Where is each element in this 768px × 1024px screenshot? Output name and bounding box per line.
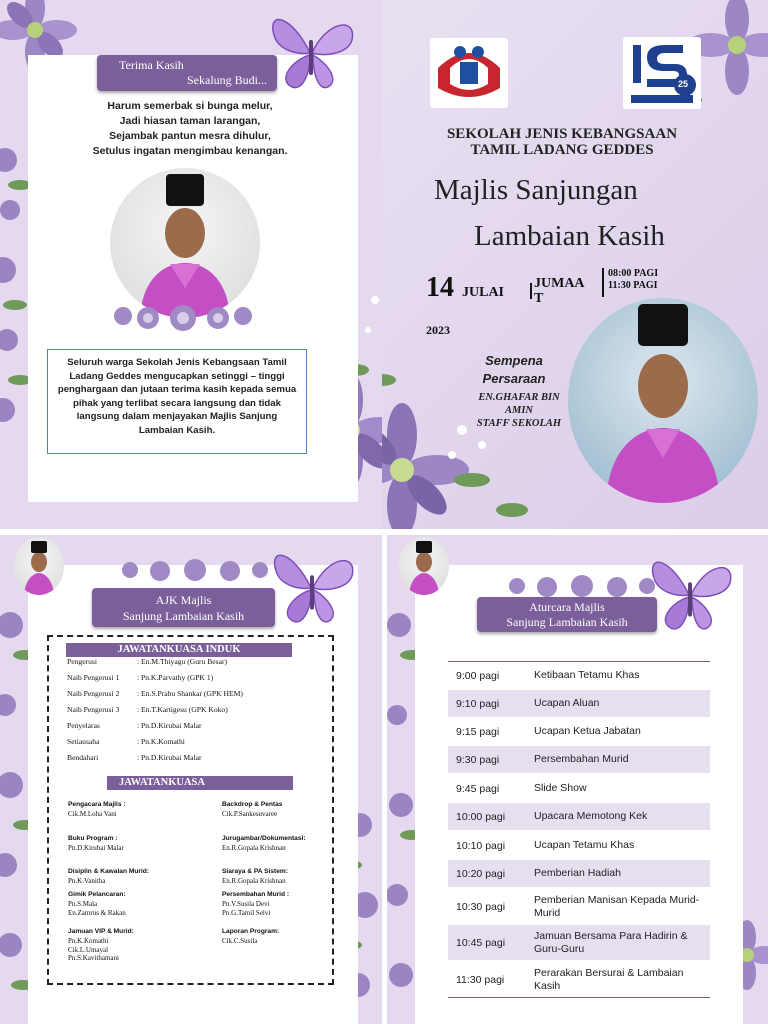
committee-member: : Pn.D.Kirubai Malar — [137, 753, 202, 762]
agenda-time: 9:15 pagi — [456, 725, 500, 738]
logo-number: 25 — [678, 79, 689, 89]
committee-role: Pengerusi — [67, 657, 97, 666]
subcommittee-label: Pengacara Majlis : — [68, 801, 126, 808]
event-title-line-1: Majlis Sanjungan — [434, 174, 638, 206]
occasion-line-2: Persaraan — [482, 371, 546, 386]
agenda-heading — [477, 597, 657, 632]
committee-heading — [92, 588, 275, 627]
butterfly-icon — [264, 540, 362, 635]
committee-role: Penyelaras — [67, 721, 100, 730]
subcommittee-member: En.R.Gopala Krishnan — [222, 844, 286, 852]
pantun-poem — [60, 99, 320, 159]
date-year: 2023 — [426, 323, 450, 337]
honoree-line-3: STAFF SEKOLAH — [476, 418, 562, 429]
agenda-time: 9:45 pagi — [456, 782, 500, 795]
heading-line-1: Aturcara Majlis — [529, 600, 605, 614]
induk-title: JAWATANKUASA INDUK — [66, 643, 292, 657]
agenda-row — [448, 803, 710, 830]
time-divider — [602, 268, 604, 297]
subcommittee-label: Jurugambar/Dokumentasi: — [222, 835, 306, 842]
agenda-activity: Slide Show — [534, 782, 587, 794]
agenda-row — [448, 690, 710, 717]
heading-line-1: Terima Kasih — [119, 58, 184, 72]
school-name — [422, 126, 702, 158]
school-name-line-1: SEKOLAH JENIS KEBANGSAAN — [446, 126, 678, 142]
subcommittee-label: Siaraya & PA Sistem: — [222, 868, 288, 875]
agenda-activity: Ucapan Tetamu Khas — [534, 839, 635, 851]
committee-member: : En.M.Thiyagu (Guru Besar) — [137, 657, 228, 666]
person-portrait-icon — [14, 537, 64, 595]
subcommittee-member: Pn.V.Susila Devi — [222, 900, 270, 908]
agenda-row — [448, 746, 710, 773]
flower-wreath-icon — [103, 296, 263, 336]
subcommittee-member: Pn.K.Komathi — [68, 937, 109, 945]
committee-panel — [0, 535, 382, 1024]
event-cover-panel — [382, 0, 768, 529]
person-portrait-icon — [568, 298, 758, 503]
thanks-message: Seluruh warga Sekolah Jenis Kebangsaan Tamil Ladang Geddes mengucapkan setinggi – tinggi penghargaan dan jutaan terima kasih kepada semua pihak yang terlibat secara langsung dan tidak langsung dalam menjayakan Majlis Sanjung Lambaian Kasih. — [57, 357, 297, 436]
subcommittee-label: Backdrop & Pentas — [222, 801, 283, 808]
subcommittee-member: Pn.D.Kirubai Malar — [68, 844, 124, 852]
pantun-line: Jadi hiasan taman larangan, — [119, 115, 261, 127]
agenda-time: 11:30 pagi — [456, 973, 505, 986]
thank-you-panel — [0, 0, 382, 529]
agenda-activity: Ucapan Aluan — [534, 697, 600, 709]
committee-role: Setiausaha — [67, 737, 100, 746]
committee-role: Bendahari — [67, 753, 99, 762]
subcommittee-member: Pn.S.Mala — [68, 900, 98, 908]
subcommittee-member: Pn.S.Kavithamani — [68, 954, 119, 962]
agenda-row — [448, 860, 710, 887]
pantun-line: Sejambak pantun mesra dihulur, — [109, 130, 271, 142]
agenda-activity: Jamuan Bersama Para Hadirin & Guru-Guru — [534, 929, 688, 955]
event-title-line-2: Lambaian Kasih — [474, 220, 665, 252]
honoree-portrait-large — [568, 298, 758, 503]
agenda-activity: Pemberian Manisan Kepada Murid-Murid — [534, 893, 700, 919]
date-divider — [530, 283, 532, 299]
heading-line-2: Sanjung Lambaian Kasih — [506, 615, 628, 629]
thank-you-heading — [97, 55, 277, 91]
program-logo-icon — [623, 37, 701, 109]
subcommittee-label: Laporan Program: — [222, 928, 280, 935]
agenda-activity: Perarakan Bersurai & Lambaian Kasih — [534, 966, 684, 992]
honoree-thumbnail — [399, 537, 449, 595]
agenda-row — [448, 661, 710, 689]
agenda-activity: Ucapan Ketua Jabatan — [534, 725, 641, 737]
school-name-line-2: TAMIL LADANG GEDDES — [470, 142, 654, 158]
pantun-line: Setulus ingatan mengimbau kenangan. — [92, 145, 288, 157]
event-time — [608, 268, 658, 292]
ministry-logo — [623, 37, 701, 109]
heading-line-2: Sekalung Budi... — [187, 73, 267, 87]
subcommittee-label: Jamuan VIP & Murid: — [68, 928, 134, 935]
committee-member: : En.T.Kartigesu (GPK Koko) — [137, 705, 228, 714]
agenda-time: 10:20 pagi — [456, 867, 506, 880]
subcommittee-member: En.Zamrus & Rakan — [68, 908, 126, 917]
honoree-line-1: EN.GHAFAR BIN — [478, 392, 560, 403]
thanks-message-box — [47, 349, 307, 454]
school-crest-icon — [430, 38, 508, 108]
agenda-time: 10:10 pagi — [456, 839, 506, 852]
flower-wreath-icon — [110, 555, 280, 585]
agenda-activity: Pemberian Hadiah — [534, 867, 621, 879]
agenda-time: 10:30 pagi — [456, 900, 506, 913]
subcommittee-member: Cik.C.Susila — [222, 937, 258, 945]
committee-role: Naib Pengerusi 1 — [67, 673, 120, 682]
agenda-row — [448, 890, 710, 923]
committee-member: : Pn.D.Kirubai Malar — [137, 721, 202, 730]
time-end: 11:30 PAGI — [608, 280, 658, 291]
agenda-time: 9:10 pagi — [456, 697, 500, 710]
agenda-time: 9:30 pagi — [456, 753, 500, 766]
occasion-label — [454, 352, 574, 388]
date-day: 14 — [426, 272, 454, 303]
weekday: JUMAAT — [534, 276, 585, 306]
subcommittee-label: Gimik Pelancaran: — [68, 891, 126, 898]
agenda-activity: Upacara Memotong Kek — [534, 810, 648, 822]
committee-role: Naib Pengerusi 3 — [67, 705, 120, 714]
pantun-line: Harum semerbak si bunga melur, — [107, 100, 273, 112]
agenda-row — [448, 718, 710, 745]
committee-member: : En.S.Prabu Shankar (GPK HEM) — [137, 689, 243, 698]
honoree-thumbnail — [14, 537, 64, 595]
agenda-time: 10:45 pagi — [456, 936, 506, 949]
honoree-name — [454, 391, 584, 430]
committee-member: : Pn.K.Parvathy (GPK 1) — [137, 673, 214, 682]
school-logo — [430, 38, 508, 108]
subcommittee-member: Cik.P.Sankesuvaree — [222, 810, 278, 818]
committee-member: : Pn.K.Komathi — [137, 737, 185, 746]
subcommittee-member: Pn.K.Vanitha — [68, 877, 106, 885]
honoree-line-2: AMIN — [504, 405, 533, 416]
heading-line-2: Sanjung Lambaian Kasih — [122, 609, 245, 623]
agenda-activity: Persembahan Murid — [534, 753, 629, 765]
person-portrait-icon — [399, 537, 449, 595]
committee-role: Naib Pengerusi 2 — [67, 689, 120, 698]
agenda-row — [448, 775, 710, 802]
subcommittee-label: Disiplin & Kawalan Murid: — [68, 868, 149, 875]
heading-line-1: AJK Majlis — [155, 593, 212, 607]
occasion-line-1: Sempena — [485, 353, 543, 368]
agenda-row — [448, 962, 710, 998]
agenda-row — [448, 832, 710, 859]
date-month: JULAI — [462, 285, 505, 300]
agenda-activity: Ketibaan Tetamu Khas — [534, 669, 640, 681]
subcommittee-label: Persembahan Murid : — [222, 891, 290, 898]
subcommittee-member: Cik.M.Loha Vani — [68, 810, 117, 818]
agenda-time: 10:00 pagi — [456, 810, 506, 823]
jk-title: JAWATANKUASA — [107, 776, 293, 790]
agenda-time: 9:00 pagi — [456, 669, 500, 682]
time-start: 08:00 PAGI — [608, 268, 659, 279]
subcommittee-member: Pn.G.Tamil Selvi — [222, 908, 271, 917]
agenda-row — [448, 925, 710, 960]
subcommittee-label: Buku Program : — [68, 835, 118, 842]
subcommittee-member: En.R.Gopala Krishnan — [222, 877, 286, 885]
butterfly-icon — [262, 5, 362, 100]
subcommittee-member: Cik.L.Umayal — [68, 945, 109, 954]
